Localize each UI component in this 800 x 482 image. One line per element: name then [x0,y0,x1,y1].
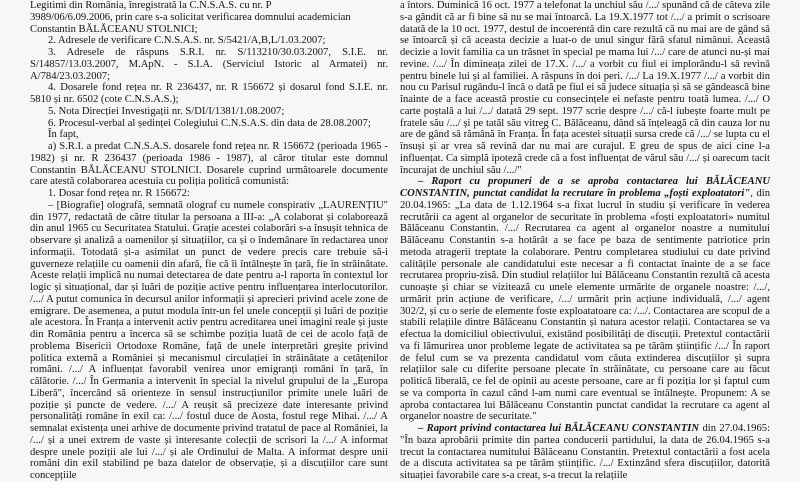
intro-line: Constantin BĂLĂCEANU STOLNICI; [30,23,198,35]
left-column [30,0,388,482]
biography-paragraph: – [Biografie] olografă, semnată olograf cu numele conspirativ „LAURENȚIU" din 1977, redactată de către titular la persoana a III-a: „A colaborat și colaborează din anul 1965 cu Securitatea Statului. Grație acestei colaborări s-a însușit tehnica de observare și analiză a oamenilor și situațiilor, ca și o îndemânare în redactarea unor informații. Totodată și-a asimilat un punct de vedere precis care trebuie să-i guverneze relațiile cu oamenii din afară, fie că îi întâlnește în țară, fie în străinătate. Aceste relații implică nu numai detectarea de date pentru a-l raporta în contextul lor logic și situațional, dar și luări de poziție active pentru influențarea interlocutorilor. /.../ A putut comunica în decursul anilor informații și aprecieri privind acele zone de emigrare. De asemenea, a putut modula într-un fel unele concepții și luări de poziție ale acestora. În Franța a intervenit activ pentru acreditarea unei imagini reale și juste din România pentru a încerca să se schimbe poziția luată de cei de acolo față de problema Bisericii Ortodoxe Române, față de unele interpretări greșite privind politica externă a României și mecanismul circulației în străinătate a cetățenilor români. /.../ A influențat favorabil venirea unor emigranți români în țară, în călătorie. /.../ În Germania a intervenit în special la nivelul grupului de la „Europa Liberă", încercând să orienteze în sensul instrucțiunilor primite unele luări de poziție și puncte de vedere. /.../ A reușit să precizeze date interesante privind personalități române în exil ca: /.../ fostul duce de Aosta, fostul rege Mihai. /.../ A semnalat existența unei arhive de documente privind tratatul de pace al României, la /.../ și a unei extrem de vaste și interesante colecții de scrisori la /.../ A informat despre unele poziții ale lui /.../ și ale Ordinului de Malta. A informat despre unii români din exil stabilind pe baza datelor de observație, și a discuțiilor care sunt concepțiile [30,199,388,481]
continuation-paragraph: a întors. Duminică 16 oct. 1977 a telefonat la unchiul său /.../ spunând că de câteva zile s-a gândit că ar fi bine să nu se mai întoarcă. La 19.X.1977 tot /.../ a primit o scrisoare datată de la 10 oct. 1977, destul de incoerentă din care rezultă că nu mai are de gând să se întoarcă și că aceasta decizie a luat-o de unul singur fără sfatul nimănui. Această decizie a lovit familia ca un trăsnet în special pe mama lui /.../ care de atunci nu-și mai revine. /.../ În dimineața zilei de 17.X. /.../ a vorbit cu fiul ei implorându-l să revină pentru binele lui și al familiei. A răspuns în doi peri. /.../ La 19.X.1977 /.../ a vorbit din nou cu Parisul rugându-l încă o dată pe fiul ei să judece situația și să se gândească bine înainte de a face această prostie cu consecințele ei nefaste pentru toată lumea. /.../ O carte poștală a lui /.../ datată 29 sept. 1977 scrie despre /.../ că-l iubește foarte mult pe fratele său /.../ și pe tatăl său vitreg C. Bălăceanu, dând să înțeleagă că din cauza lor nu are de gând să rămână în Franța. În fața acestei situații sursa crede că /.../ se lupta cu el însuși și ar vrea să revină dar nu mai are curajul. E greu de spus de aici cine l-a influențat. Ca simplă ipoteză crede că a fost influențat de vărul său /.../ și oarecum tacit încurajat de unchiul său /.../" [400,0,770,176]
raport-contactare-paragraph [400,423,770,482]
raport-heading-prefix: – Raport cu propuneri de a se aproba contactarea lui [418,176,706,188]
document-item: 2. Adresele de verificare C.N.S.A.S. nr. S/5421/A,B,L/1.03.2007; [48,35,326,47]
dosar-heading: 1. Dosar fond rețea nr. R 156672: [48,188,190,199]
raport-body: din 27.04.1965: "În baza aprobării primite din partea conducerii partidului, la data de 26.04.1965 s-a trecut la contactarea numitului Bălăceanu Constantin. Pretextul contactării a fost acela de a discuta activitatea sa pe tărâm științific. /.../ Extinzând sfera discuțiilor, datorită situației favorabile care s-a creat, s-a trecut la relațiile [400,423,771,481]
raport-heading-suffix: , punctat candidat la recrutare în problema „foști exploatatori" [467,188,751,199]
raport-recrutare-paragraph [400,176,770,423]
subject-name: BĂLĂCEANU CONSTANTIN [400,176,770,199]
section-a: a) S.R.I. a predat C.N.S.A.S. dosarele fond rețea nr. R 156672 (perioada 1965 - 1982) și nr. R 236437 (perioada 1986 - 1987), al căror titular este domnul Constantin BĂLĂCEANU STOLNICI. Dosarele cuprind următoarele documente care atestă colaborarea acestuia cu poliția politică comunistă: [30,141,388,188]
document-item: 5. Nota Direcției Investigații nr. S/DI/I/1381/1.08.2007; [48,105,285,117]
intro-line: Legitimi din România, înregistrată la C.N.S.A.S. cu nr. P [30,0,272,11]
document-item: 3. Adresele de răspuns S.R.I. nr. S/113210/30.03.2007, S.I.E. nr. S/14857/13.03.2007, M.ApN. - S.I.A. (Serviciul Istoric al Armatei) nr. A/784/23.03.2007; [30,47,388,82]
subject-name: BĂLĂCEANU CONSTANTIN [564,423,700,434]
intro-line: 3989/06/6.09.2006, prin care s-a solicitat verificarea domnului academician [30,11,351,23]
document-item: 4. Dosarele fond rețea nr. R 236437, nr. R 156672 și dosarul fond S.I.E. nr. 5810 și nr. 6502 (cote C.N.S.A.S.); [30,82,388,105]
right-column [400,0,770,482]
in-fapt-label: În fapt, [48,129,79,141]
documents-list [30,35,388,129]
raport-body: , din 20.04.1965: „La data de 1.12.1964 s-a fixat lucrul în studiu și verificare în vederea recrutării ca agent al organelor de securitate în problema «foști exploatatori» numitul Bălăceanu Constantin. /.../ Recrutarea ca agent al organelor noastre a numitului Bălăceanu Constantin s-a hotărât a se face pe baza de sentimente patriotice prin metoda atragerii treptate la colaborare. Pentru completarea studiului cu date privind calitățile personale ale candidatului este necesar a fi contactat înainte de a se face recrutarea propriu-zisă. Din studiul relațiilor lui Bălăceanu Constantin rezultă că acesta cunoaște și chiar se vizitează cu unele elemente urmărite de organele noastre: /.../, urmărit prin acțiune de verificare, /.../ urmărit prin acțiune individuală, /.../ agent 302/2, și cu o serie de elemente foste exploatatoare ca: /.../. Contactarea are scopul de a stabili relațiile dintre Bălăceanu Constantin și natura acestor relații. Contactarea se va efectua la domiciliul obiectivului, existând posibilități de discuții. Pretextul contactării va fi lămurirea unor probleme legate de activitatea sa pe tărâm științific /.../ În raport de felul cum se va prezenta candidatul vom căuta extinderea discuțiilor și supra relațiilor sale cu diferite persoane plecate în străinătate, cu persoane care au făcut politică liberală, ce fel de opinii au aceste persoane, care ar fi poziția lor și faptul cum se va comporta în cazul când l-am numi care eventual se întâlnește. Propunem: A se aproba contactarea lui Bălăceanu Constantin punctat candidat la recrutare ca agent al organelor noastre de securitate." [400,188,770,423]
raport-heading-prefix: – Raport privind contactarea lui [418,423,565,434]
document-item: 6. Procesul-verbal al ședinței Colegiului C.N.S.A.S. din data de 28.08.2007; [48,117,371,129]
